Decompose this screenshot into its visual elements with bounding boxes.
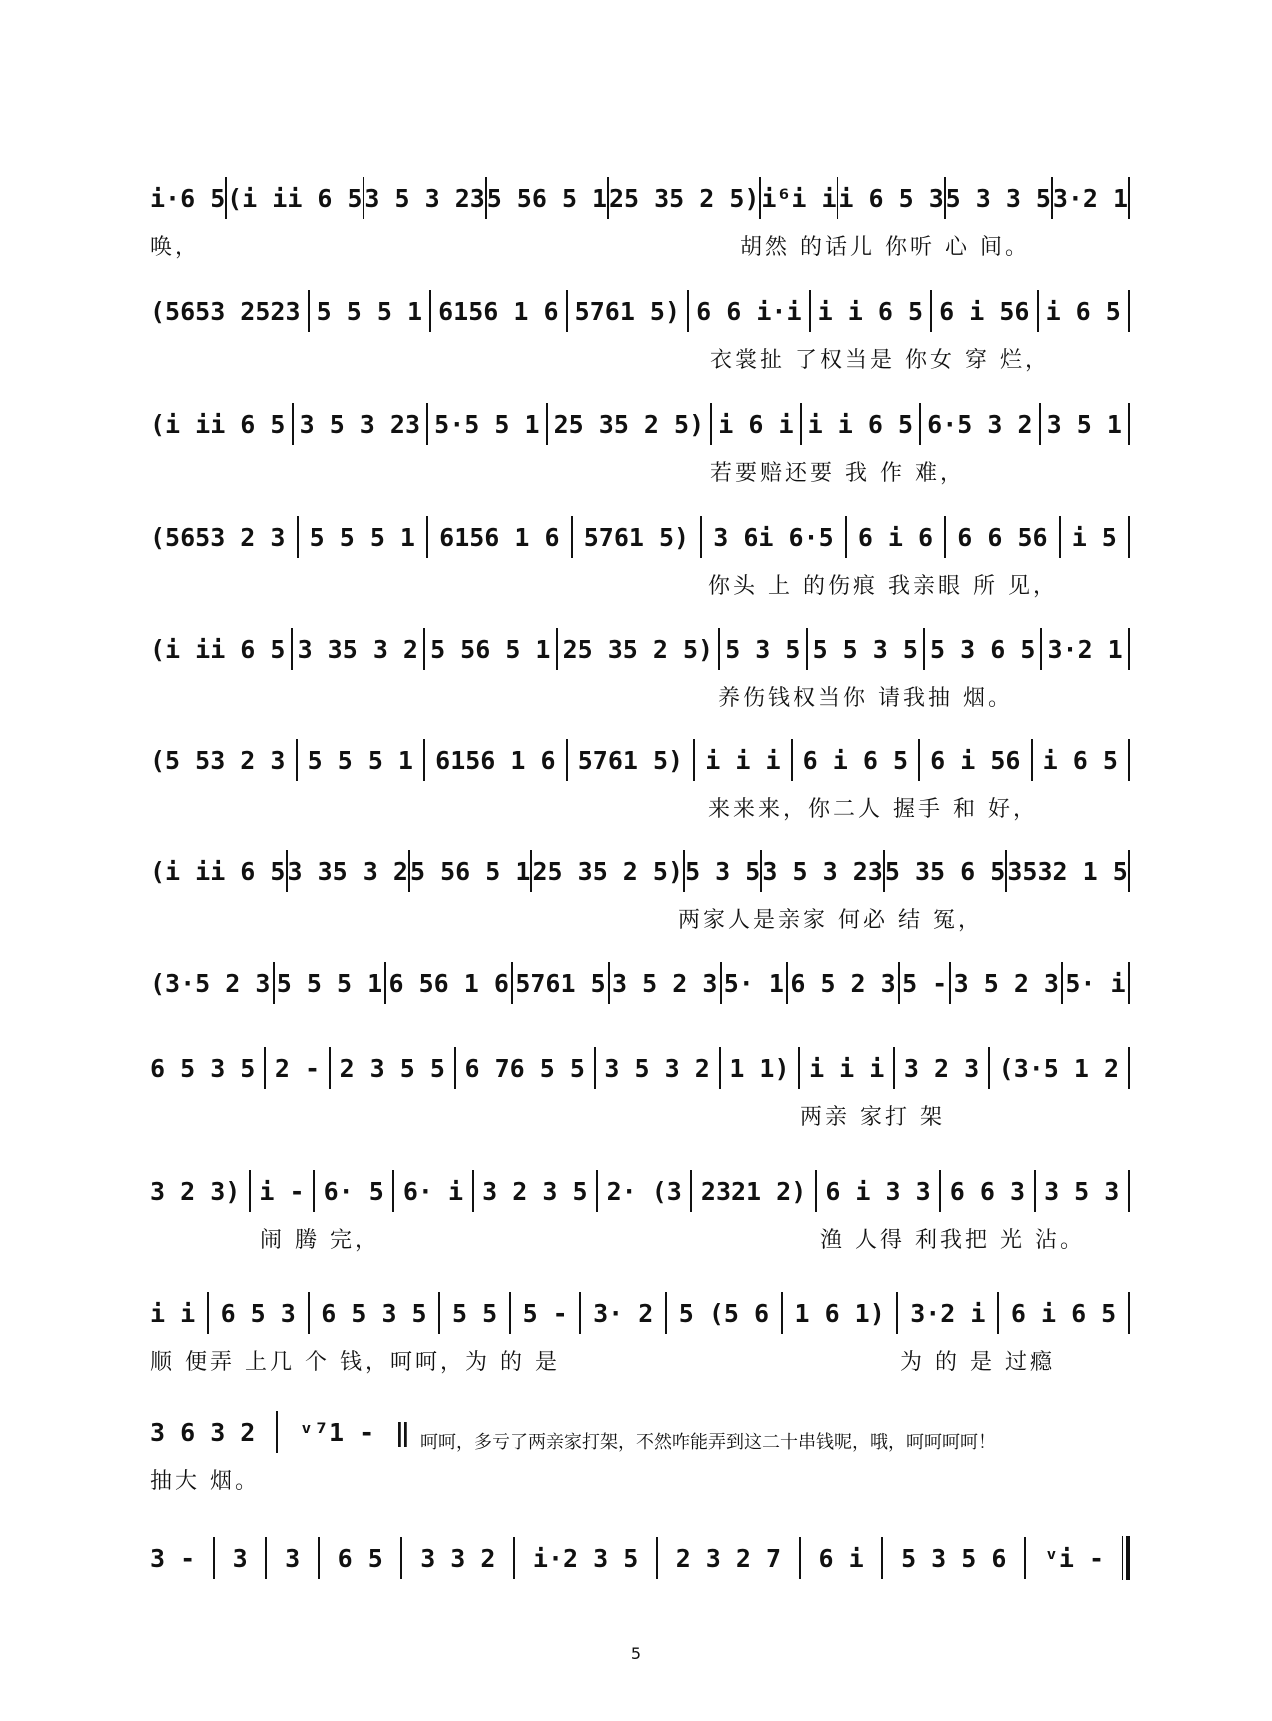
barline xyxy=(429,290,431,332)
barline xyxy=(997,1292,999,1334)
measure: 5 56 5 1 xyxy=(410,856,531,886)
measure: i⁶i i xyxy=(761,183,837,213)
measure: (5653 2523 xyxy=(150,296,301,326)
measure: 3 xyxy=(232,1543,248,1573)
measure: 3·2 i xyxy=(910,1298,986,1328)
barline xyxy=(571,516,573,558)
notation-line xyxy=(150,396,1130,452)
measure: 25 35 2 5) xyxy=(608,183,760,213)
lyric-text: 养伤钱权当你 请我抽 烟。 xyxy=(718,686,1013,711)
measure: (5 53 2 3 xyxy=(150,745,286,775)
barline xyxy=(426,516,428,558)
measure: 2 - xyxy=(274,1053,321,1083)
measure: 3 2 3) xyxy=(150,1176,241,1206)
measure: 3·2 1 xyxy=(1047,634,1123,664)
barline xyxy=(1039,403,1041,445)
lyrics-line xyxy=(150,1219,1130,1259)
barline xyxy=(665,1292,667,1334)
notation-line xyxy=(150,955,1130,1011)
measure: 3 xyxy=(285,1543,301,1573)
barline xyxy=(291,628,293,670)
page-number: 5 xyxy=(630,1644,642,1663)
measure: 3 6 3 2 xyxy=(150,1417,256,1447)
measure: (i ii 6 5 xyxy=(150,856,286,886)
measure: 5761 5) xyxy=(577,745,684,775)
lyric-text: 为 的 是 过瘾 xyxy=(900,1350,1055,1375)
measure: i i i xyxy=(705,745,781,775)
measure: 6 i 6 xyxy=(857,522,934,552)
barline xyxy=(1128,628,1130,670)
lyric-text: 两家人是亲家 何必 结 冤， xyxy=(678,908,983,933)
measure: 5· 1 xyxy=(723,968,784,998)
barline xyxy=(264,1047,266,1089)
barline xyxy=(438,1292,440,1334)
measure: (3·5 2 3 xyxy=(150,968,271,998)
notation-line xyxy=(150,509,1130,565)
measure: 3532 1 5 xyxy=(1007,856,1128,886)
system-10 xyxy=(150,1163,1130,1259)
measure: 6 i 3 3 xyxy=(825,1176,931,1206)
lyric-text: 衣裳扯 了权当是 你女 穿 烂， xyxy=(710,348,1050,373)
barline xyxy=(313,1170,315,1212)
barline xyxy=(511,962,513,1004)
barline xyxy=(1128,739,1130,781)
barline xyxy=(556,628,558,670)
measure: i·6 5 xyxy=(150,183,226,213)
measure: 3 5 3 xyxy=(1044,1176,1120,1206)
measure: 6 6 56 xyxy=(957,522,1048,552)
barline xyxy=(791,739,793,781)
spoken-dialogue: 呵呵，多亏了两亲家打架，不然咋能弄到这二十串钱呢，哦，呵呵呵呵！ xyxy=(420,1432,996,1453)
barline xyxy=(400,1537,402,1579)
measure: 2· (3 xyxy=(606,1176,682,1206)
lyrics-line xyxy=(150,1460,410,1500)
barline xyxy=(318,1537,320,1579)
barline xyxy=(806,628,808,670)
barline xyxy=(896,1292,898,1334)
barline xyxy=(579,1292,581,1334)
measure: 3 - xyxy=(150,1543,196,1573)
barline xyxy=(296,739,298,781)
measure: 5 - xyxy=(522,1298,568,1328)
measure: 6 i xyxy=(818,1543,864,1573)
barline xyxy=(1128,177,1130,219)
lyrics-line xyxy=(150,788,1130,828)
barline xyxy=(423,628,425,670)
measure: i 6 5 xyxy=(1045,296,1121,326)
measure: 3 5 3 23 xyxy=(364,183,485,213)
measure: 3·2 1 xyxy=(1052,183,1129,213)
barline xyxy=(513,1537,515,1579)
barline xyxy=(893,1047,895,1089)
measure: i i xyxy=(150,1298,196,1328)
notation-line xyxy=(150,170,1130,226)
system-6 xyxy=(150,732,1130,828)
measure: i 6 5 3 xyxy=(838,183,944,213)
barline xyxy=(1034,1170,1036,1212)
barline xyxy=(213,1537,215,1579)
lyric-text: 来来来，你二人 握手 和 好， xyxy=(708,797,1038,822)
measure: 6· i xyxy=(402,1176,464,1206)
measure: i 6 5 xyxy=(1042,745,1118,775)
barline xyxy=(1128,850,1130,892)
measure: 5761 5 xyxy=(515,968,606,998)
measure: 5 3 5 6 xyxy=(901,1543,1007,1573)
measure: 5·5 5 1 xyxy=(434,409,540,439)
measure: 6 76 5 5 xyxy=(464,1053,585,1083)
lyric-text: 抽大 烟。 xyxy=(150,1469,260,1494)
barline xyxy=(608,962,610,1004)
measure: 6 i 56 xyxy=(930,745,1021,775)
measure: 6 5 3 xyxy=(220,1298,296,1328)
measure: 5 56 5 1 xyxy=(486,183,608,213)
barline xyxy=(566,739,568,781)
barline xyxy=(596,1170,598,1212)
barline xyxy=(566,290,568,332)
measure: 5761 5) xyxy=(574,296,681,326)
lyrics-line xyxy=(150,339,1130,379)
barline xyxy=(1128,516,1130,558)
measure: 5 5 5 1 xyxy=(307,745,413,775)
measure: i i i xyxy=(809,1053,885,1083)
lyric-text: 胡然 的话儿 你听 心 间。 xyxy=(740,235,1030,260)
lyrics-line xyxy=(150,565,1130,605)
notation-line xyxy=(150,843,1130,899)
measure: 5 3 6 5 xyxy=(930,634,1036,664)
measure: 3 2 3 xyxy=(903,1053,980,1083)
measure: 5 5 5 1 xyxy=(316,296,422,326)
barline xyxy=(276,1411,278,1453)
measure: 5 3 5 xyxy=(685,856,761,886)
measure: 6 i 56 xyxy=(939,296,1030,326)
lyric-text: 若要赔还要 我 作 难， xyxy=(710,461,965,486)
barline xyxy=(944,516,946,558)
measure: i - xyxy=(259,1176,305,1206)
measure: 6156 1 6 xyxy=(435,745,556,775)
lyrics-line xyxy=(150,452,1130,492)
barline xyxy=(509,1292,511,1334)
measure: (i ii 6 5 xyxy=(227,183,363,213)
barline xyxy=(249,1170,251,1212)
system-4 xyxy=(150,509,1130,605)
measure: 25 35 2 5) xyxy=(532,856,684,886)
barline xyxy=(815,1170,817,1212)
system-5 xyxy=(150,621,1130,717)
measure: 3 5 3 2 xyxy=(604,1053,710,1083)
system-13 xyxy=(150,1530,1130,1586)
lyrics-line xyxy=(150,1096,1130,1136)
barline xyxy=(720,962,722,1004)
barline xyxy=(1128,403,1130,445)
measure: 5 5 3 5 xyxy=(812,634,918,664)
barline xyxy=(781,1292,783,1334)
measure: 5 5 5 1 xyxy=(276,968,383,998)
barline xyxy=(207,1292,209,1334)
lyric-text: 闹 腾 完， xyxy=(260,1228,380,1253)
system-9 xyxy=(150,1040,1130,1136)
measure: (i ii 6 5 xyxy=(150,634,286,664)
measure: 5 3 5 xyxy=(725,634,801,664)
barline xyxy=(308,290,310,332)
measure: 6 6 3 xyxy=(949,1176,1026,1206)
barline xyxy=(786,962,788,1004)
lyrics-line xyxy=(150,1341,1130,1381)
measure: 2321 2) xyxy=(700,1176,807,1206)
measure: 6· 5 xyxy=(323,1176,384,1206)
measure: 3 5 2 3 xyxy=(953,968,1059,998)
notation-line xyxy=(150,1404,410,1460)
system-7 xyxy=(150,843,1130,939)
measure: 5 35 6 5 xyxy=(884,856,1006,886)
barline xyxy=(949,962,951,1004)
measure: 5 (5 6 xyxy=(678,1298,770,1328)
measure: i 6 i xyxy=(718,409,794,439)
barline xyxy=(988,1047,990,1089)
measure: 6156 1 6 xyxy=(439,522,560,552)
notation-line xyxy=(150,283,1130,339)
measure: (i ii 6 5 xyxy=(150,409,286,439)
barline xyxy=(1128,962,1130,1004)
barline xyxy=(423,739,425,781)
notation-line xyxy=(150,1163,1130,1219)
notation-line xyxy=(150,1040,1130,1096)
measure: 6 i 6 5 xyxy=(802,745,909,775)
barline xyxy=(845,516,847,558)
barline xyxy=(292,403,294,445)
measure: 25 35 2 5) xyxy=(562,634,714,664)
measure: 5 3 3 5 xyxy=(945,183,1051,213)
measure: 2 3 2 7 xyxy=(675,1543,782,1573)
measure: 5 5 5 1 xyxy=(309,522,415,552)
system-12 xyxy=(150,1404,410,1500)
barline xyxy=(710,403,712,445)
lyric-text: 你头 上 的伤痕 我亲眼 所 见， xyxy=(708,574,1058,599)
barline xyxy=(1128,1170,1130,1212)
lyric-text: 顺 便弄 上几 个 钱，呵呵，为 的 是 xyxy=(150,1350,560,1375)
barline xyxy=(329,1047,331,1089)
barline xyxy=(1024,1537,1026,1579)
barline xyxy=(700,516,702,558)
measure: 25 35 2 5) xyxy=(553,409,705,439)
barline xyxy=(392,1170,394,1212)
measure: 3 6i 6·5 xyxy=(713,522,834,552)
measure: i·2 3 5 xyxy=(532,1543,639,1573)
barline xyxy=(919,403,921,445)
measure: 1 6 1) xyxy=(794,1298,885,1328)
barline xyxy=(1128,1292,1130,1334)
measure: 6156 1 6 xyxy=(438,296,559,326)
barline xyxy=(923,628,925,670)
measure: 5 - xyxy=(902,968,948,998)
barline xyxy=(1037,290,1039,332)
barline xyxy=(690,1170,692,1212)
barline xyxy=(918,739,920,781)
measure: 3 5 1 xyxy=(1046,409,1122,439)
system-3 xyxy=(150,396,1130,492)
lyrics-line xyxy=(150,677,1130,717)
measure: 6 5 xyxy=(337,1543,383,1573)
final-barline xyxy=(1122,1536,1130,1580)
barline xyxy=(273,962,275,1004)
measure: (3·5 1 2 xyxy=(998,1053,1120,1083)
measure: ᵛ⁷1 - xyxy=(298,1417,375,1447)
barline xyxy=(1031,739,1033,781)
barline xyxy=(1040,628,1042,670)
barline xyxy=(472,1170,474,1212)
lyrics-line xyxy=(150,226,1130,266)
barline xyxy=(454,1047,456,1089)
barline xyxy=(546,403,548,445)
measure: 3 5 3 23 xyxy=(762,856,883,886)
measure: 3 2 3 5 xyxy=(482,1176,588,1206)
measure: 1 1) xyxy=(729,1053,790,1083)
measure: i 5 xyxy=(1071,522,1117,552)
barline xyxy=(939,1170,941,1212)
barline xyxy=(809,290,811,332)
barline xyxy=(1059,516,1061,558)
measure: (5653 2 3 xyxy=(150,522,286,552)
measure: 6 6 i·i xyxy=(696,296,802,326)
measure: 3· 2 xyxy=(593,1298,654,1328)
barline xyxy=(798,1047,800,1089)
measure: 6 5 2 3 xyxy=(790,968,896,998)
lyrics-line xyxy=(150,899,1130,939)
notation-line xyxy=(150,1285,1130,1341)
measure: 3 3 2 xyxy=(420,1543,496,1573)
barline xyxy=(799,1537,801,1579)
measure: 3 35 3 2 xyxy=(297,634,418,664)
measure: 3 5 3 23 xyxy=(299,409,421,439)
system-2 xyxy=(150,283,1130,379)
lyric-text: 两亲 家打 架 xyxy=(800,1105,945,1130)
measure: 5· i xyxy=(1065,968,1126,998)
barline xyxy=(656,1537,658,1579)
measure: 5 5 xyxy=(452,1298,498,1328)
system-8 xyxy=(150,955,1130,1011)
measure: i i 6 5 xyxy=(817,296,923,326)
measure: 6 5 3 5 xyxy=(321,1298,427,1328)
barline xyxy=(687,290,689,332)
barline xyxy=(594,1047,596,1089)
final-barline-symbol: ‖ xyxy=(394,1417,410,1447)
measure: 5 56 5 1 xyxy=(430,634,551,664)
barline xyxy=(718,628,720,670)
measure: 5761 5) xyxy=(583,522,690,552)
lyric-text: 渔 人得 利我把 光 沾。 xyxy=(820,1228,1085,1253)
barline xyxy=(426,403,428,445)
system-11 xyxy=(150,1285,1130,1381)
measure: 6 5 3 5 xyxy=(150,1053,256,1083)
barline xyxy=(693,739,695,781)
lyric-text: 唤， xyxy=(150,235,201,260)
measure: 6 i 6 5 xyxy=(1010,1298,1117,1328)
measure: 3 5 2 3 xyxy=(612,968,718,998)
barline xyxy=(898,962,900,1004)
measure: i i 6 5 xyxy=(807,409,914,439)
notation-line xyxy=(150,1530,1130,1586)
barline xyxy=(930,290,932,332)
notation-line xyxy=(150,732,1130,788)
measure: 6·5 3 2 xyxy=(927,409,1033,439)
system-1 xyxy=(150,170,1130,266)
barline xyxy=(1128,290,1130,332)
barline xyxy=(719,1047,721,1089)
barline xyxy=(297,516,299,558)
barline xyxy=(881,1537,883,1579)
measure: 3 35 3 2 xyxy=(287,856,408,886)
notation-line xyxy=(150,621,1130,677)
barline xyxy=(1128,1047,1130,1089)
measure: 6 56 1 6 xyxy=(388,968,509,998)
barline xyxy=(800,403,802,445)
measure: 2 3 5 5 xyxy=(339,1053,445,1083)
measure: ᵛi - xyxy=(1043,1543,1105,1573)
barline xyxy=(1061,962,1063,1004)
barline xyxy=(308,1292,310,1334)
barline xyxy=(265,1537,267,1579)
barline xyxy=(384,962,386,1004)
